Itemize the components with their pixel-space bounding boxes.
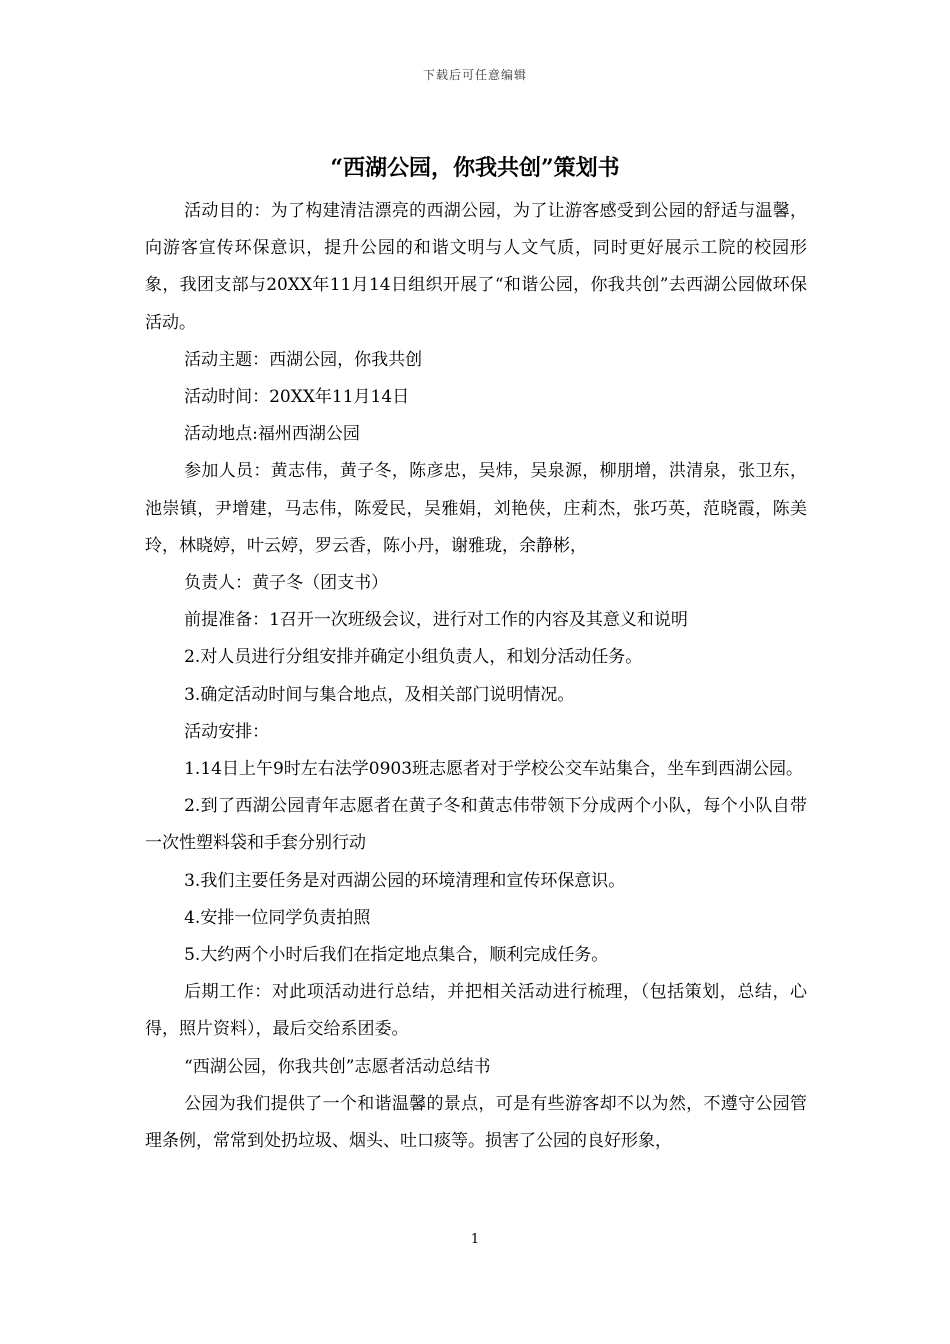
document-title: “西湖公园，你我共创”策划书 (330, 155, 620, 181)
paragraph-person-in-charge: 负责人：黄子冬（团支书） (184, 573, 389, 594)
paragraph-arrangement-heading: 活动安排： (184, 721, 270, 742)
paragraph-arrangement-5: 5.大约两个小时后我们在指定地点集合，顺利完成任务。 (184, 945, 609, 966)
paragraph-theme: 活动主题：西湖公园，你我共创 (184, 349, 423, 370)
paragraph-preparation-3: 3.确定活动时间与集合地点，及相关部门说明情况。 (184, 684, 575, 705)
paragraph-time: 活动时间：20XX年11月14日 (184, 387, 410, 408)
paragraph-follow-up: 后期工作：对此项活动进行总结，并把相关活动进行梳理，（包括策划，总结，心得，照片资料），最后交给系团委。 (145, 982, 807, 1040)
document-body (145, 193, 807, 1160)
paragraph-purpose: 活动目的：为了构建清洁漂亮的西湖公园，为了让游客感受到公园的舒适与温馨，向游客宣传环保意识，提升公园的和谐文明与人文气质，同时更好展示工院的校园形象，我团支部与20XX年11月14日组织开展了“和谐公园，你我共创”去西湖公园做环保活动。 (145, 201, 807, 333)
header-note: 下载后可任意编辑 (422, 68, 527, 82)
paragraph-summary-heading: “西湖公园，你我共创”志愿者活动总结书 (184, 1056, 491, 1077)
paragraph-summary-body: 公园为我们提供了一个和谐温馨的景点，可是有些游客却不以为然，不遵守公园管理条例，常常到处扔垃圾、烟头、吐口痰等。损害了公园的良好形象， (145, 1093, 807, 1152)
paragraph-arrangement-4: 4.安排一位同学负责拍照 (184, 907, 371, 928)
paragraph-arrangement-2: 2.到了西湖公园青年志愿者在黄子冬和黄志伟带领下分成两个小队，每个小队自带一次性塑料袋和手套分别行动 (145, 796, 807, 854)
page-number: 1 (470, 1232, 480, 1247)
paragraph-arrangement-3: 3.我们主要任务是对西湖公园的环境清理和宣传环保意识。 (184, 870, 626, 891)
paragraph-participants: 参加人员：黄志伟，黄子冬，陈彦忠，吴炜，吴泉源，柳朋增，洪清泉，张卫东，池崇镇，尹增建，马志伟，陈爱民，吴雅娟，刘艳侠，庄莉杰，张巧英，范晓霞，陈美玲，林晓婷，叶云婷，罗云香，陈小丹，谢雅珑，余静彬， (145, 461, 807, 556)
paragraph-arrangement-1: 1.14日上午9时左右法学0903班志愿者对于学校公交车站集合，坐车到西湖公园。 (184, 759, 804, 780)
paragraph-preparation-2: 2.对人员进行分组安排并确定小组负责人，和划分活动任务。 (184, 647, 643, 668)
paragraph-location: 活动地点:福州西湖公园 (184, 424, 360, 445)
paragraph-preparation-1: 前提准备：1召开一次班级会议，进行对工作的内容及其意义和说明 (184, 610, 688, 631)
